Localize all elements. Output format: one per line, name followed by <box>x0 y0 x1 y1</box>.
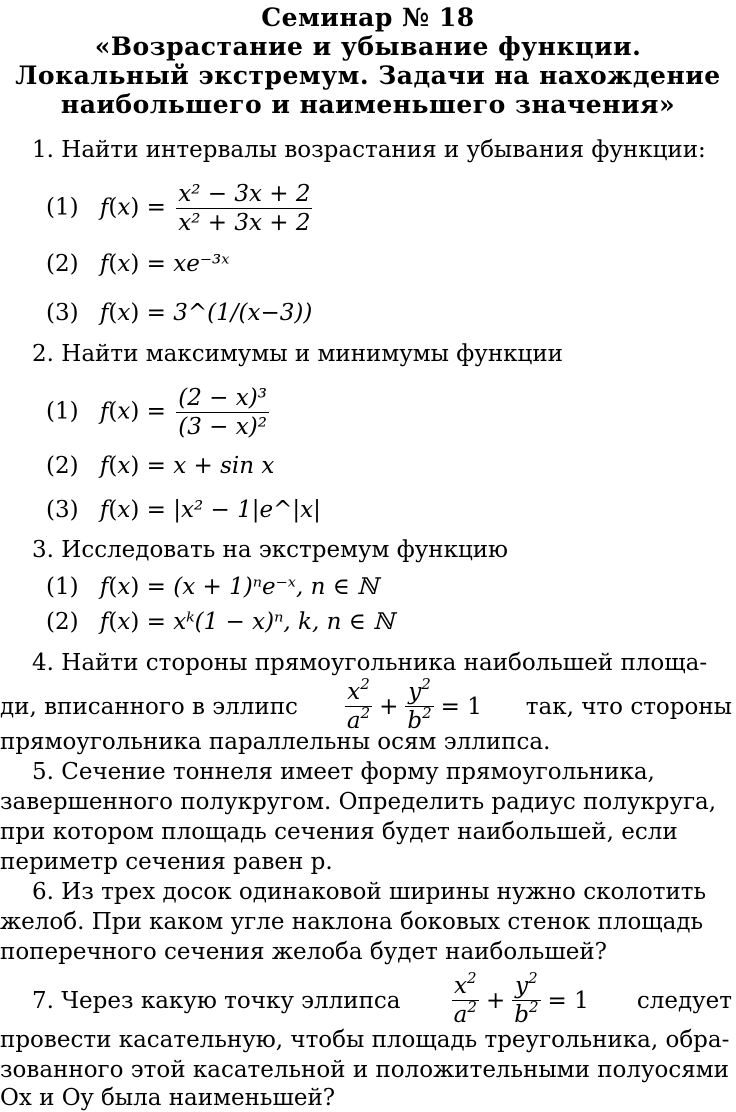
p5-line-1: 5. Сечение тоннеля имеет форму прямоугольника, <box>32 759 655 785</box>
p4-line-2b: так, что стороны <box>525 693 732 720</box>
p7-line-2: провести касательную, чтобы площадь треугольника, обра- <box>0 1027 730 1053</box>
p2-item-1-fraction <box>176 384 269 441</box>
ellipse-b: b <box>407 708 423 734</box>
p2-item-2: (2) f(x) = x + sin x <box>46 453 275 479</box>
p2-item-1-label: (1) <box>46 398 79 425</box>
p2-item-1-denominator: (3 − x)² <box>178 414 267 440</box>
p5-line-2: завершенного полукругом. Определить радиус полукруга, <box>0 789 717 815</box>
ellipse-b-2: b <box>514 1002 529 1028</box>
p7-line-4: Ox и Oy была наименьшей? <box>0 1085 336 1111</box>
p3-item-2-label: (2) <box>46 609 79 635</box>
p4-line-2a: ди, вписанного в эллипс <box>0 693 298 720</box>
ellipse-rhs-2: = 1 <box>547 987 589 1014</box>
p6-line-1: 6. Из трех досок одинаковой ширины нужно сколотить <box>32 879 707 905</box>
ellipse-y: y <box>408 679 422 705</box>
p6-line-2: желоб. При каком угле наклона боковых стенок площадь <box>0 909 704 935</box>
p1-item-3-expr: 3^(1/(x−3)) <box>173 300 313 326</box>
p3-item-1: (1) f(x) = (x + 1)ⁿe⁻ˣ, n ∈ ℕ <box>46 574 379 600</box>
p7-line-1a: 7. Через какую точку эллипса <box>32 987 401 1014</box>
p7-line-1 <box>32 969 732 1029</box>
p2-item-3-expr: |x² − 1|e^|x| <box>173 497 321 523</box>
ellipse-rhs: = 1 <box>440 693 482 720</box>
p4-line-2 <box>0 675 732 735</box>
title-line-1: «Возрастание и убывание функции. <box>94 32 642 61</box>
ellipse-y-2: y <box>515 973 529 999</box>
problem-1-text: 1. Найти интервалы возрастания и убывания функции: <box>32 137 706 163</box>
p3-item-2-expr: xᵏ(1 − x)ⁿ, k, n ∈ ℕ <box>173 609 395 635</box>
ellipse-x-2: x <box>454 973 468 999</box>
p1-item-2-label: (2) <box>46 251 79 277</box>
p3-item-1-expr: (x + 1)ⁿe⁻ˣ, n ∈ ℕ <box>173 574 379 600</box>
problem-3-text: 3. Исследовать на экстремум функцию <box>32 537 509 563</box>
p1-item-1-fraction <box>176 180 312 237</box>
seminar-number: Семинар № 18 <box>261 3 475 32</box>
p1-item-1: (1) f(x) = $\frac{\text{x² − 3x + 2}}{\text{x² + 3x + 2}}$ <box>46 181 311 236</box>
p6-line-3: поперечного сечения желоба будет наибольшей? <box>0 939 607 965</box>
ellipse-a: a <box>346 708 361 734</box>
ellipse-x: x <box>347 679 361 705</box>
ellipse-a-2: a <box>453 1002 468 1028</box>
p1-item-1-numerator: x² − 3x + 2 <box>178 181 311 207</box>
problem-2-text: 2. Найти максимумы и минимумы функции <box>32 341 563 367</box>
p2-item-2-label: (2) <box>46 453 79 479</box>
p2-item-1: (1) f(x) = $\frac{\text{(2 − x)³}}{\text{(3 − x)²}}$ <box>46 385 267 440</box>
p2-item-3-label: (3) <box>46 497 79 523</box>
p7-line-3: зованного этой касательной и положительными полуосями <box>0 1057 730 1083</box>
p2-item-3: (3) f(x) = |x² − 1|e^|x| <box>46 497 321 523</box>
p1-item-1-denominator: x² + 3x + 2 <box>178 210 311 236</box>
p4-line-3: прямоугольника параллельны осям эллипса. <box>0 729 551 755</box>
p1-item-3: (3) f(x) = 3^(1/(x−3)) <box>46 300 313 326</box>
p5-line-3: при котором площадь сечения будет наибольшей, если <box>0 819 678 845</box>
p4-ellipse-equation: $\frac{x^2}{a^2}$ + $\frac{y^2}{b^2}$ = 1 <box>346 675 482 734</box>
p1-item-2: (2) f(x) = xe⁻³ˣ <box>46 251 230 277</box>
title-line-3: наибольшего и наименьшего значения» <box>60 90 676 119</box>
p3-item-2: (2) f(x) = xᵏ(1 − x)ⁿ, k, n ∈ ℕ <box>46 609 395 635</box>
p1-item-1-label: (1) <box>46 194 79 221</box>
p5-line-4: периметр сечения равен p. <box>0 849 333 875</box>
p3-item-1-label: (1) <box>46 574 79 600</box>
p2-item-1-numerator: (2 − x)³ <box>178 385 267 411</box>
title-line-2: Локальный экстремум. Задачи на нахождение <box>15 61 721 90</box>
p1-item-3-label: (3) <box>46 300 79 326</box>
p1-item-2-expr: xe⁻³ˣ <box>173 251 230 277</box>
p4-line-1: 4. Найти стороны прямоугольника наибольшей площа- <box>32 650 708 676</box>
p7-ellipse-equation: $\frac{x^2}{a^2}$ + $\frac{y^2}{b^2}$ = 1 <box>453 969 589 1028</box>
p2-item-2-expr: x + sin x <box>173 453 275 479</box>
p7-line-1b: следует <box>636 987 732 1014</box>
